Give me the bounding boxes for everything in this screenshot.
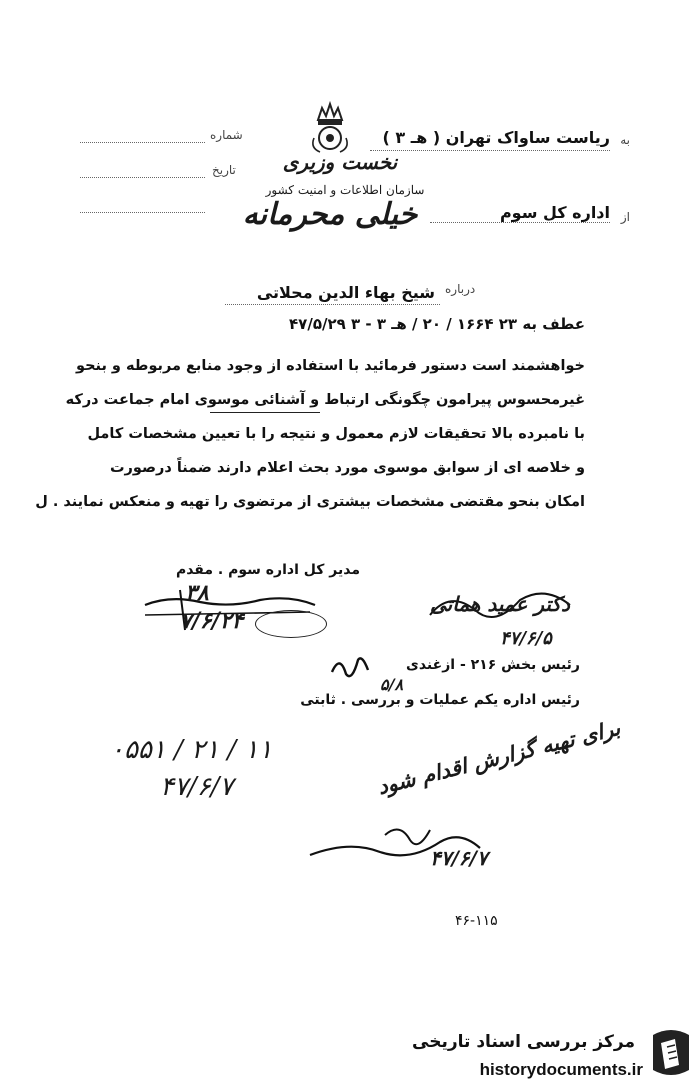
routing-initials: ۵/۸ [380, 675, 404, 694]
classification-stamp: خیلی محرمانه [242, 197, 418, 232]
emblem-icon [300, 98, 360, 158]
to-value: ریاست ساواک تهران ( هـ ۳ ) [382, 128, 610, 147]
body-line-2: غیرمحسوس پیرامون چگونگی ارتباط و آشنائی موسوی امام جماعت درکه [65, 392, 585, 408]
subject-line [225, 304, 440, 305]
body-line-3: با نامبرده بالا تحقیقات لازم معمول و نتیجه را با تعیین مشخصات کامل [87, 426, 585, 442]
routing-scribble-icon [330, 652, 370, 682]
hand-date: ۷/۶/۲۴ [180, 608, 244, 634]
to-prefix: به [620, 133, 630, 147]
page-code: ۴۶-۱۱۵ [455, 913, 498, 929]
signer-line: مدیر کل اداره سوم . مقدم [175, 562, 360, 578]
date-label: تاریخ [212, 163, 236, 177]
body-line-1: خواهشمند است دستور فرمائید با استفاده از وجود منابع مربوطه و بنحو [75, 358, 585, 374]
number-line [80, 142, 205, 143]
body-line-5: امکان بنحو مقتضی مشخصات بیشتری از مرتضوی را تهیه و منعکس نمایند . ل [35, 494, 585, 510]
body-line-4: و خلاصه ای از سوابق موسوی مورد بحث اعلام دارند ضمناً درصورت [109, 460, 585, 476]
hand-right-name: دکتر عمید هماتی [430, 592, 570, 616]
hand-instruction-date: ۴۷/۶/۷ [430, 846, 488, 870]
letterhead [0, 0, 700, 250]
subject-label: درباره [445, 282, 476, 296]
from-prefix: از [620, 210, 630, 224]
watermark [405, 1020, 700, 1087]
date-line [80, 177, 205, 178]
reference-line: عطف به ۲۳ ۱۶۶۴ / ۲۰ / هـ ۳ - ۳ ۴۷/۵/۲۹ [289, 315, 585, 333]
routing-line-2: رئیس اداره یکم عملیات و بررسی . ثابتی [300, 692, 580, 708]
hand-circled-date [255, 610, 327, 638]
routing-line-1: رئیس بخش ۲۱۶ - ازغندی [406, 657, 580, 673]
lower-date: ۴۷/۶/۷ [160, 772, 234, 802]
emblem-org: سازمان اطلاعات و امنیت کشور [265, 183, 425, 197]
letter-body [35, 358, 585, 528]
lower-number: ۰۵۵۱ / ۲۱ / ۱۱ [110, 735, 273, 765]
subject-value: شیخ بهاء الدین محلاتی [256, 283, 435, 302]
to-line [370, 150, 610, 151]
watermark-url: historydocuments.ir [479, 1060, 643, 1079]
handwritten-underline [210, 412, 320, 413]
number-label: شماره [210, 128, 243, 142]
signature-flourish-icon [290, 800, 550, 875]
from-value: اداره کل سوم [499, 203, 610, 222]
extra-line [80, 212, 205, 213]
from-line [430, 222, 610, 223]
watermark-title: مرکز بررسی اسناد تاریخی [412, 1032, 635, 1052]
hand-instruction: برای تهیه گزارش اقدام شود [375, 714, 623, 800]
hand-right-date: ۴۷/۶/۵ [500, 628, 552, 649]
emblem-title: نخست وزیری [282, 150, 398, 174]
hand-number: ۳۸ [185, 580, 209, 606]
archive-logo-icon [645, 1025, 697, 1080]
